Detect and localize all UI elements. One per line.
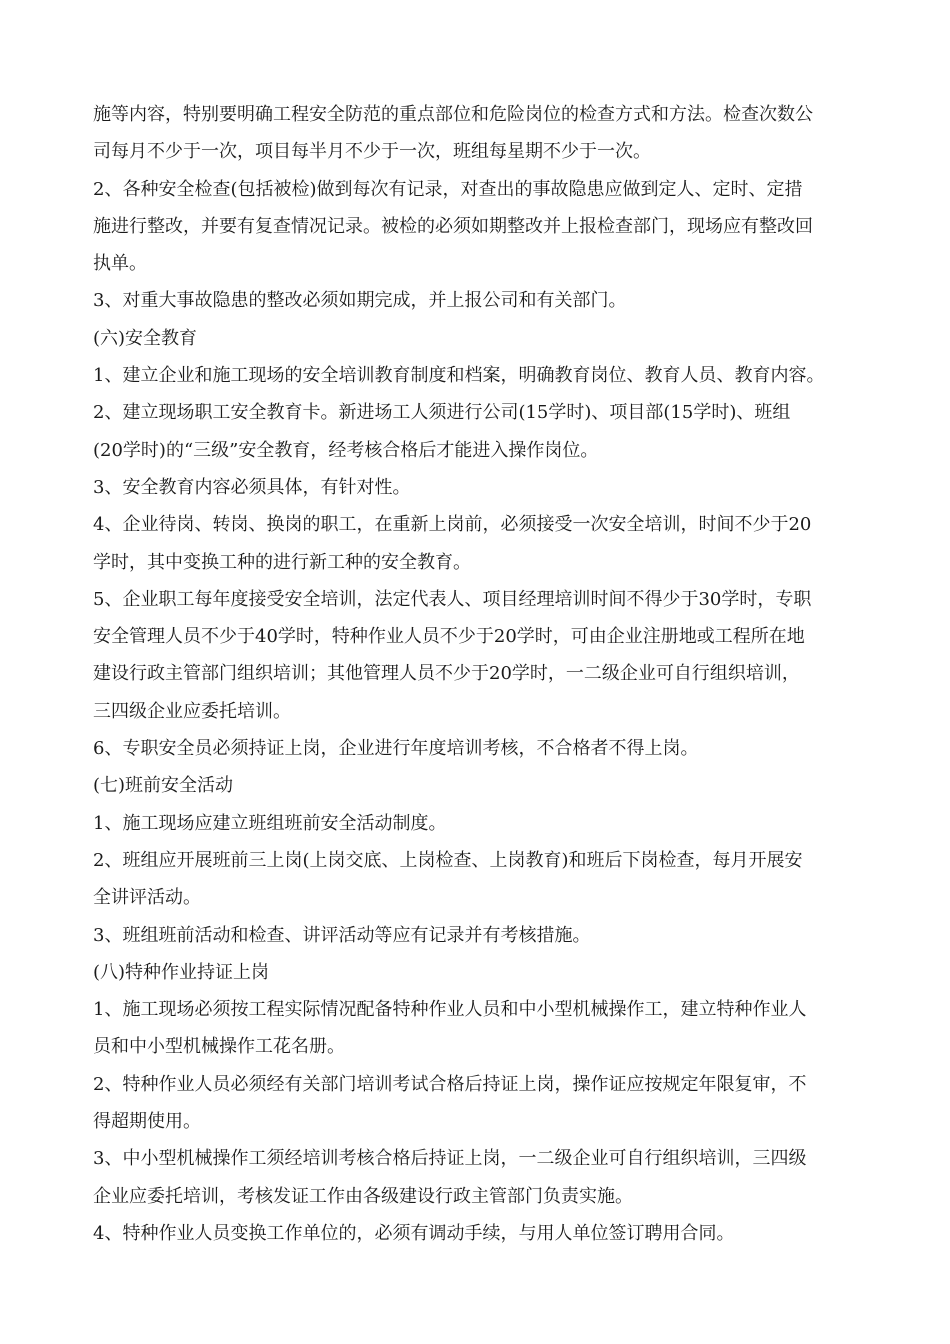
text-line: 6、专职安全员必须持证上岗，企业进行年度培训考核，不合格者不得上岗。 bbox=[93, 738, 699, 760]
text-line: 企业应委托培训，考核发证工作由各级建设行政主管部门负责实施。 bbox=[93, 1185, 633, 1207]
text-line: 2、特种作业人员必须经有关部门培训考试合格后持证上岗，操作证应按规定年限复审，不 bbox=[93, 1073, 807, 1095]
text-line: 4、企业待岗、转岗、换岗的职工，在重新上岗前，必须接受一次安全培训，时间不少于20 bbox=[93, 514, 812, 536]
text-line: 司每月不少于一次，项目每半月不少于一次，班组每星期不少于一次。 bbox=[93, 141, 651, 163]
text-line: 1、施工现场必须按工程实际情况配备特种作业人员和中小型机械操作工，建立特种作业人 bbox=[93, 999, 807, 1021]
text-line: (20学时)的“三级”安全教育，经考核合格后才能进入操作岗位。 bbox=[93, 439, 599, 461]
text-line: 1、建立企业和施工现场的安全培训教育制度和档案，明确教育岗位、教育人员、教育内容。 bbox=[93, 365, 825, 387]
text-line: 三四级企业应委托培训。 bbox=[93, 700, 291, 722]
text-line: 2、建立现场职工安全教育卡。新进场工人须进行公司(15学时)、项目部(15学时)、班组 bbox=[93, 402, 791, 424]
text-line: 施等内容，特别要明确工程安全防范的重点部位和危险岗位的检查方式和方法。检查次数公 bbox=[93, 104, 813, 125]
text-line: 得超期使用。 bbox=[93, 1111, 201, 1133]
document-body bbox=[93, 96, 863, 1252]
text-line: 4、特种作业人员变换工作单位的，必须有调动手续，与用人单位签订聘用合同。 bbox=[93, 1222, 735, 1244]
text-line: 建设行政主管部门组织培训；其他管理人员不少于20学时，一二级企业可自行组织培训， bbox=[93, 663, 800, 685]
text-line: 3、中小型机械操作工须经培训考核合格后持证上岗，一二级企业可自行组织培训，三四级 bbox=[93, 1148, 807, 1170]
text-line: 2、班组应开展班前三上岗(上岗交底、上岗检查、上岗教育)和班后下岗检查，每月开展安 bbox=[93, 849, 803, 871]
text-line: 3、对重大事故隐患的整改必须如期完成，并上报公司和有关部门。 bbox=[93, 290, 627, 312]
text-line: 执单。 bbox=[93, 253, 147, 275]
section-heading: (八)特种作业持证上岗 bbox=[93, 961, 270, 983]
section-heading: (六)安全教育 bbox=[93, 327, 198, 349]
text-line: 全讲评活动。 bbox=[93, 887, 201, 909]
text-line: 3、安全教育内容必须具体，有针对性。 bbox=[93, 476, 411, 498]
text-line: 员和中小型机械操作工花名册。 bbox=[93, 1036, 345, 1058]
text-line: 安全管理人员不少于40学时，特种作业人员不少于20学时，可由企业注册地或工程所在地 bbox=[93, 626, 805, 648]
text-line: 1、施工现场应建立班组班前安全活动制度。 bbox=[93, 812, 447, 834]
text-line: 2、各种安全检查(包括被检)做到每次有记录，对查出的事故隐患应做到定人、定时、定措 bbox=[93, 178, 803, 200]
text-line: 施进行整改，并要有复查情况记录。被检的必须如期整改并上报检查部门，现场应有整改回 bbox=[93, 215, 813, 237]
text-line: 3、班组班前活动和检查、讲评活动等应有记录并有考核措施。 bbox=[93, 924, 591, 946]
text-line: 5、企业职工每年度接受安全培训，法定代表人、项目经理培训时间不得少于30学时，专职 bbox=[93, 588, 812, 610]
text-line: 学时，其中变换工种的进行新工种的安全教育。 bbox=[93, 551, 471, 573]
section-heading: (七)班前安全活动 bbox=[93, 775, 234, 797]
